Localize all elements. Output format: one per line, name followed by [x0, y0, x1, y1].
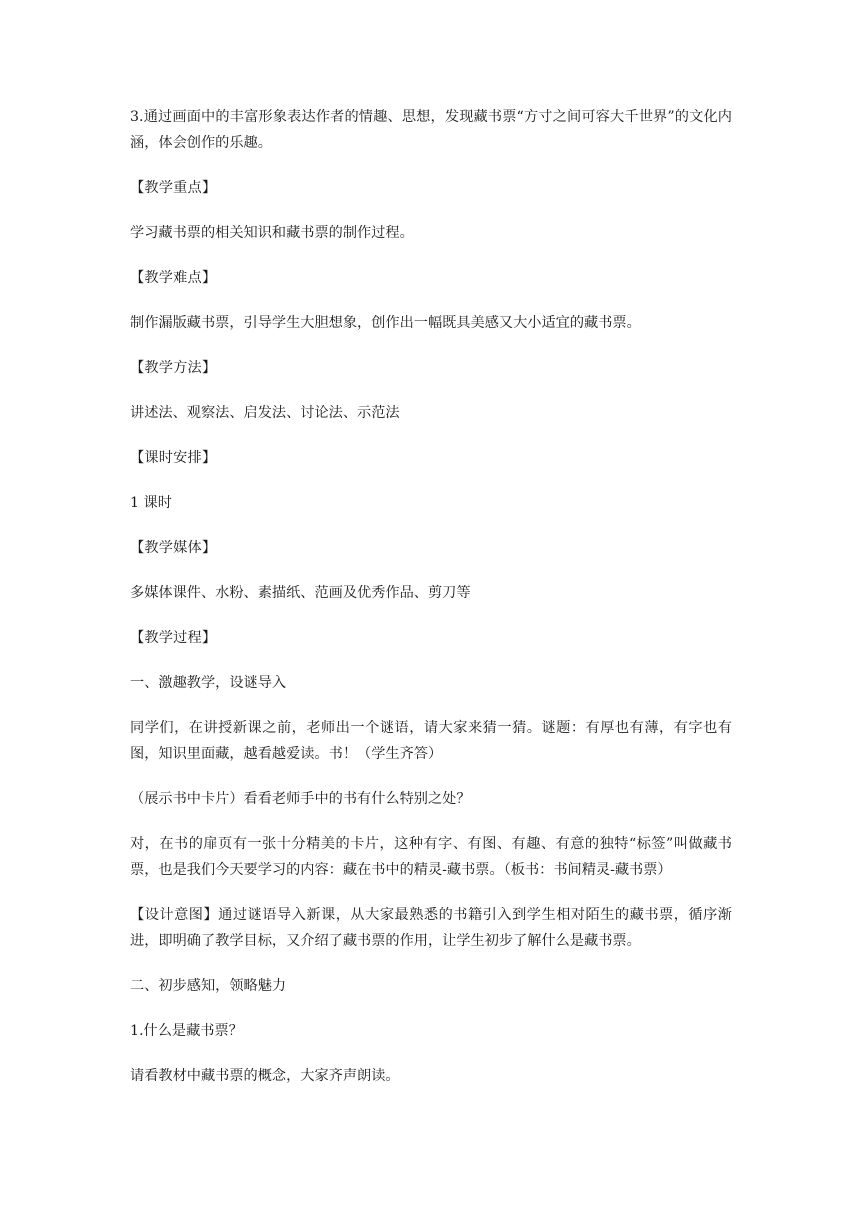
paragraph-bookplate-intro: 对，在书的扉页有一张十分精美的卡片，这种有字、有图、有趣、有意的独特“标签”叫做藏书票，也是我们今天要学习的内容：藏在书中的精灵-藏书票。（板书：书间精灵-藏书票）: [130, 836, 732, 878]
section-title-perception: 二、初步感知，领略魅力: [130, 978, 287, 994]
paragraph-teaching-focus: 学习藏书票的相关知识和藏书票的制作过程。: [130, 225, 414, 241]
paragraph-show-card: （展示书中卡片）看看老师手中的书有什么特别之处？: [130, 791, 471, 807]
heading-teaching-process: 【教学过程】: [130, 630, 217, 646]
paragraph-objective-3: 3.通过画面中的丰富形象表达作者的情趣、思想，发现藏书票“方寸之间可容大千世界”的文化内涵，体会创作的乐趣。: [130, 109, 732, 151]
heading-class-schedule: 【课时安排】: [130, 450, 217, 466]
heading-teaching-media: 【教学媒体】: [130, 540, 217, 556]
subsection-title-what-is-bookplate: 1.什么是藏书票？: [130, 1023, 243, 1039]
paragraph-teaching-methods: 讲述法、观察法、启发法、讨论法、示范法: [130, 405, 400, 421]
heading-teaching-focus: 【教学重点】: [130, 180, 217, 196]
document-body: [130, 104, 732, 1108]
heading-teaching-methods: 【教学方法】: [130, 360, 217, 376]
paragraph-design-intent: 【设计意图】通过谜语导入新课，从大家最熟悉的书籍引入到学生相对陌生的藏书票，循序渐进，即明确了教学目标，又介绍了藏书票的作用，让学生初步了解什么是藏书票。: [130, 907, 732, 949]
section-title-intro: 一、激趣教学，设谜导入: [130, 675, 287, 691]
paragraph-teaching-difficulty: 制作漏版藏书票，引导学生大胆想象，创作出一幅既具美感又大小适宜的藏书票。: [130, 315, 641, 331]
paragraph-riddle: 同学们，在讲授新课之前，老师出一个谜语，请大家来猜一猜。谜题：有厚也有薄，有字也有图，知识里面藏，越看越爱读。书！（学生齐答）: [130, 720, 732, 762]
paragraph-teaching-media: 多媒体课件、水粉、素描纸、范画及优秀作品、剪刀等: [130, 585, 471, 601]
paragraph-read-concept: 请看教材中藏书票的概念，大家齐声朗读。: [130, 1068, 400, 1084]
paragraph-class-schedule: 1 课时: [130, 495, 172, 511]
heading-teaching-difficulty: 【教学难点】: [130, 270, 217, 286]
